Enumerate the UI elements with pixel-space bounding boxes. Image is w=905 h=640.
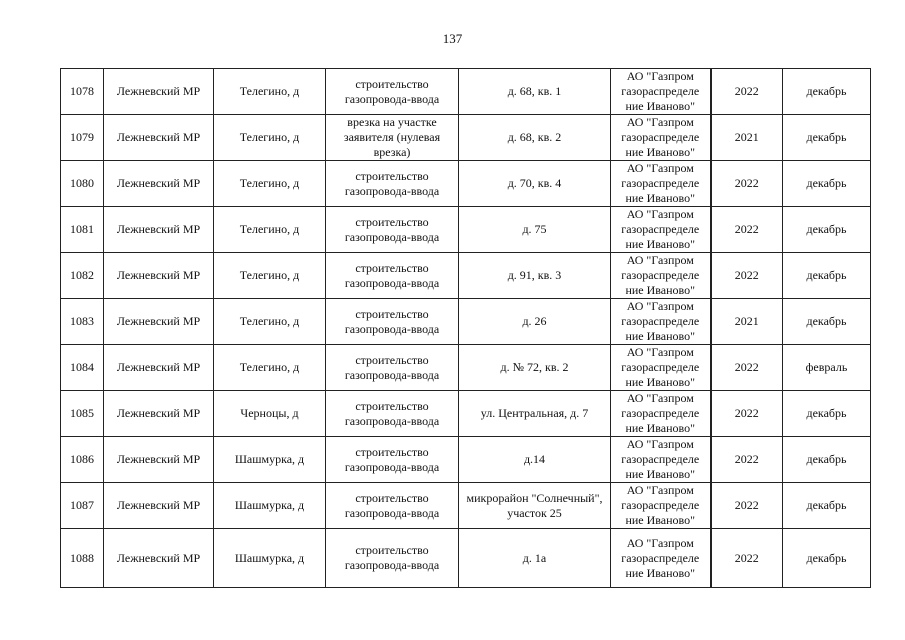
organization-cell: АО "Газпром газораспределе ние Иваново": [611, 253, 711, 299]
month-cell: декабрь: [783, 207, 871, 253]
row-number-cell: 1080: [61, 161, 104, 207]
year-cell: 2021: [711, 115, 783, 161]
organization-cell: АО "Газпром газораспределе ние Иваново": [611, 299, 711, 345]
month-cell: декабрь: [783, 253, 871, 299]
page-number: 137: [442, 31, 463, 46]
organization-cell: АО "Газпром газораспределе ние Иваново": [611, 391, 711, 437]
settlement-cell: Телегино, д: [214, 345, 326, 391]
year-cell: 2022: [711, 207, 783, 253]
work-type-cell: строительство газопровода-ввода: [326, 345, 459, 391]
address-cell: д. 1а: [459, 529, 611, 588]
row-number-cell: 1087: [61, 483, 104, 529]
work-type-cell: строительство газопровода-ввода: [326, 69, 459, 115]
year-cell: 2022: [711, 483, 783, 529]
address-cell: д. 68, кв. 2: [459, 115, 611, 161]
district-cell: Лежневский МР: [104, 253, 214, 299]
settlement-cell: Шашмурка, д: [214, 529, 326, 588]
work-type-cell: строительство газопровода-ввода: [326, 529, 459, 588]
row-number-cell: 1084: [61, 345, 104, 391]
settlement-cell: Телегино, д: [214, 253, 326, 299]
table-row: [61, 529, 871, 588]
work-type-cell: строительство газопровода-ввода: [326, 207, 459, 253]
organization-cell: АО "Газпром газораспределе ние Иваново": [611, 483, 711, 529]
row-number-cell: 1078: [61, 69, 104, 115]
work-type-cell: строительство газопровода-ввода: [326, 437, 459, 483]
table-row: [61, 437, 871, 483]
organization-cell: АО "Газпром газораспределе ние Иваново": [611, 529, 711, 588]
row-number-cell: 1086: [61, 437, 104, 483]
district-cell: Лежневский МР: [104, 437, 214, 483]
work-type-cell: строительство газопровода-ввода: [326, 483, 459, 529]
row-number-cell: 1088: [61, 529, 104, 588]
address-cell: д.14: [459, 437, 611, 483]
table-row: [61, 115, 871, 161]
settlement-cell: Телегино, д: [214, 299, 326, 345]
organization-cell: АО "Газпром газораспределе ние Иваново": [611, 345, 711, 391]
month-cell: декабрь: [783, 529, 871, 588]
row-number-cell: 1085: [61, 391, 104, 437]
year-cell: 2022: [711, 529, 783, 588]
address-cell: д. 91, кв. 3: [459, 253, 611, 299]
month-cell: декабрь: [783, 299, 871, 345]
table-row: [61, 483, 871, 529]
work-type-cell: врезка на участке заявителя (нулевая врезка): [326, 115, 459, 161]
month-cell: декабрь: [783, 161, 871, 207]
table-row: [61, 207, 871, 253]
year-cell: 2022: [711, 437, 783, 483]
month-cell: декабрь: [783, 69, 871, 115]
address-cell: микрорайон "Солнечный", участок 25: [459, 483, 611, 529]
district-cell: Лежневский МР: [104, 69, 214, 115]
work-type-cell: строительство газопровода-ввода: [326, 253, 459, 299]
work-type-cell: строительство газопровода-ввода: [326, 161, 459, 207]
district-cell: Лежневский МР: [104, 299, 214, 345]
district-cell: Лежневский МР: [104, 207, 214, 253]
table-row: [61, 391, 871, 437]
settlement-cell: Шашмурка, д: [214, 483, 326, 529]
month-cell: декабрь: [783, 391, 871, 437]
row-number-cell: 1079: [61, 115, 104, 161]
district-cell: Лежневский МР: [104, 115, 214, 161]
month-cell: декабрь: [783, 437, 871, 483]
organization-cell: АО "Газпром газораспределе ние Иваново": [611, 115, 711, 161]
organization-cell: АО "Газпром газораспределе ние Иваново": [611, 437, 711, 483]
table-body: [61, 69, 871, 588]
address-cell: д. 70, кв. 4: [459, 161, 611, 207]
row-number-cell: 1082: [61, 253, 104, 299]
district-cell: Лежневский МР: [104, 529, 214, 588]
year-cell: 2022: [711, 345, 783, 391]
gasification-table: [60, 68, 871, 588]
settlement-cell: Черноцы, д: [214, 391, 326, 437]
address-cell: ул. Центральная, д. 7: [459, 391, 611, 437]
district-cell: Лежневский МР: [104, 391, 214, 437]
year-cell: 2021: [711, 299, 783, 345]
work-type-cell: строительство газопровода-ввода: [326, 391, 459, 437]
settlement-cell: Телегино, д: [214, 161, 326, 207]
month-cell: декабрь: [783, 115, 871, 161]
table-row: [61, 161, 871, 207]
month-cell: февраль: [783, 345, 871, 391]
district-cell: Лежневский МР: [104, 483, 214, 529]
year-cell: 2022: [711, 253, 783, 299]
work-type-cell: строительство газопровода-ввода: [326, 299, 459, 345]
organization-cell: АО "Газпром газораспределе ние Иваново": [611, 207, 711, 253]
district-cell: Лежневский МР: [104, 161, 214, 207]
table-row: [61, 299, 871, 345]
month-cell: декабрь: [783, 483, 871, 529]
table-row: [61, 345, 871, 391]
settlement-cell: Шашмурка, д: [214, 437, 326, 483]
address-cell: д. № 72, кв. 2: [459, 345, 611, 391]
settlement-cell: Телегино, д: [214, 69, 326, 115]
table-row: [61, 253, 871, 299]
organization-cell: АО "Газпром газораспределе ние Иваново": [611, 69, 711, 115]
row-number-cell: 1083: [61, 299, 104, 345]
organization-cell: АО "Газпром газораспределе ние Иваново": [611, 161, 711, 207]
year-cell: 2022: [711, 391, 783, 437]
address-cell: д. 68, кв. 1: [459, 69, 611, 115]
settlement-cell: Телегино, д: [214, 115, 326, 161]
address-cell: д. 75: [459, 207, 611, 253]
settlement-cell: Телегино, д: [214, 207, 326, 253]
row-number-cell: 1081: [61, 207, 104, 253]
district-cell: Лежневский МР: [104, 345, 214, 391]
year-cell: 2022: [711, 69, 783, 115]
address-cell: д. 26: [459, 299, 611, 345]
year-cell: 2022: [711, 161, 783, 207]
table-row: [61, 69, 871, 115]
